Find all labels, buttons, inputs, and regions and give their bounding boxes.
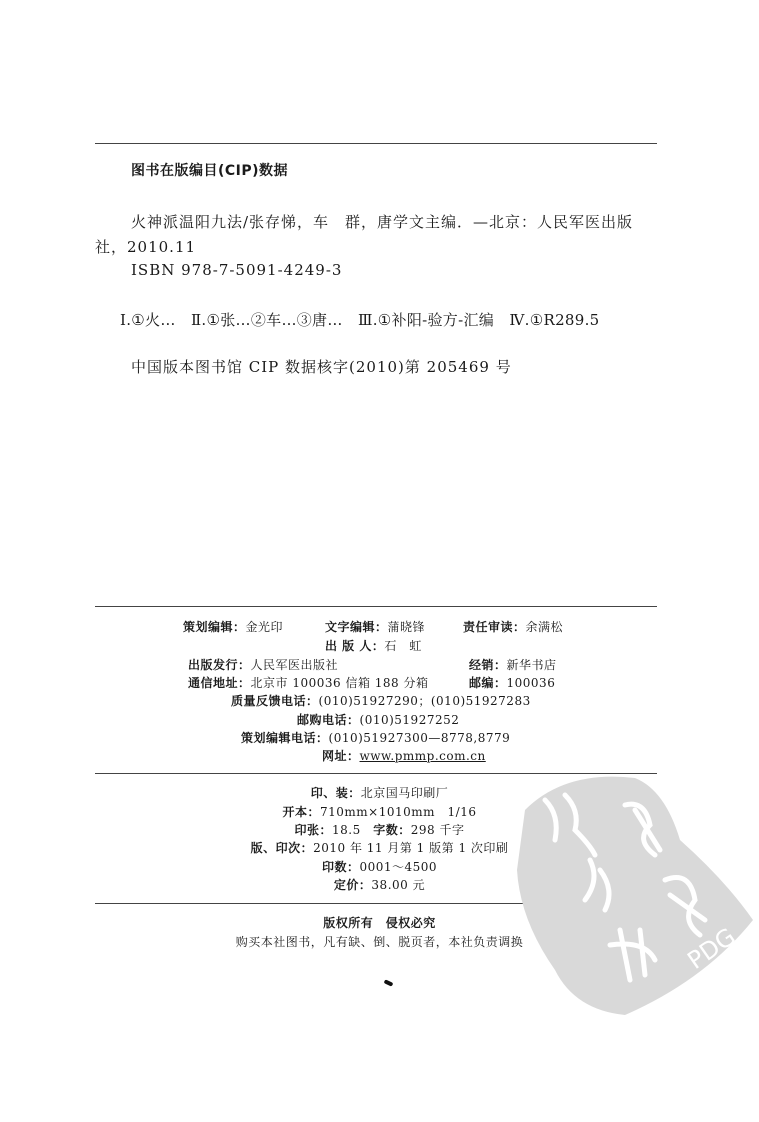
format-value: 710mm×1010mm 1/16 — [320, 805, 477, 819]
mail-order-phone-label: 邮购电话： — [297, 713, 360, 727]
printer-label: 印、装： — [310, 786, 361, 800]
distributor-value: 新华书店 — [506, 658, 557, 672]
price-label: 定价： — [333, 878, 372, 892]
distributor-label: 经销： — [469, 658, 507, 672]
proofreader — [463, 618, 563, 635]
planning-editor-label: 策划编辑： — [183, 620, 246, 634]
cip-entry-line1: 火神派温阳九法/张存悌，车 群，唐学文主编．—北京：人民军医出版 — [131, 213, 634, 231]
price-value: 38.00 元 — [371, 878, 426, 892]
feedback-phone-label: 质量反馈电话： — [231, 694, 319, 708]
format-label: 开本： — [282, 805, 321, 819]
credits-divider — [95, 606, 657, 607]
distributor — [469, 656, 557, 673]
mail-order-phone — [297, 711, 459, 728]
cip-heading: 图书在版编目(CIP)数据 — [131, 163, 289, 179]
words-value: 298 千字 — [410, 823, 465, 837]
feedback-phone — [231, 692, 531, 709]
copyright-notice: 版权所有 侵权必究 — [323, 916, 436, 930]
sheets-value: 18.5 — [332, 823, 361, 837]
printer-value: 北京国马印刷厂 — [360, 786, 449, 800]
postcode-label: 邮编： — [469, 676, 507, 690]
edition-value: 2010 年 11 月第 1 版第 1 次印刷 — [313, 841, 509, 855]
address-label: 通信地址： — [188, 676, 251, 690]
sheets-label: 印张： — [294, 823, 333, 837]
ink-speck — [384, 979, 394, 986]
proofreader-label: 责任审读： — [463, 620, 526, 634]
classification: Ⅰ.①火… Ⅱ.①张…②车…③唐… Ⅲ.①补阳-验方-汇编 Ⅳ.①R289.5 — [120, 311, 600, 329]
website-link[interactable]: www.pmmp.com.cn — [359, 749, 486, 763]
edition-label: 版、印次： — [250, 841, 314, 855]
publisher-person-label: 出 版 人： — [325, 639, 385, 653]
replacement-notice: 购买本社图书，凡有缺、倒、脱页者，本社负责调换 — [235, 935, 524, 949]
publisher-label: 出版发行： — [188, 658, 251, 672]
planning-editor — [183, 618, 283, 635]
address-value: 北京市 100036 信箱 188 分箱 — [250, 676, 429, 690]
watermark-text: PDG — [682, 922, 741, 975]
planning-editor-value: 金光印 — [245, 620, 284, 634]
cip-entry-line2: 社，2010.11 — [95, 238, 197, 256]
address — [188, 674, 429, 691]
postcode-value: 100036 — [506, 676, 556, 690]
mail-order-phone-value: (010)51927252 — [359, 713, 460, 727]
print-run-value: 0001～4500 — [359, 860, 438, 874]
cip-number: 中国版本图书馆 CIP 数据核字(2010)第 205469 号 — [131, 358, 512, 376]
publisher — [188, 656, 338, 673]
planning-phone-label: 策划编辑电话： — [241, 731, 329, 745]
publisher-person-value: 石 虹 — [384, 639, 422, 653]
publisher-person — [325, 637, 422, 654]
text-editor — [325, 618, 425, 635]
text-editor-value: 蒲晓锋 — [387, 620, 426, 634]
isbn: ISBN 978-7-5091-4249-3 — [131, 261, 343, 279]
proofreader-value: 余满松 — [525, 620, 564, 634]
words-label: 字数： — [373, 823, 411, 837]
print-run-label: 印数： — [321, 860, 360, 874]
top-divider — [95, 143, 657, 144]
pdg-watermark-icon — [505, 770, 755, 1025]
planning-phone — [241, 729, 510, 746]
website — [322, 747, 486, 764]
planning-phone-value: (010)51927300—8778,8779 — [328, 731, 511, 745]
text-editor-label: 文字编辑： — [325, 620, 388, 634]
publisher-value: 人民军医出版社 — [250, 658, 339, 672]
website-label: 网址： — [322, 749, 360, 763]
feedback-phone-value: (010)51927290；(010)51927283 — [318, 694, 531, 708]
postcode — [469, 674, 555, 691]
